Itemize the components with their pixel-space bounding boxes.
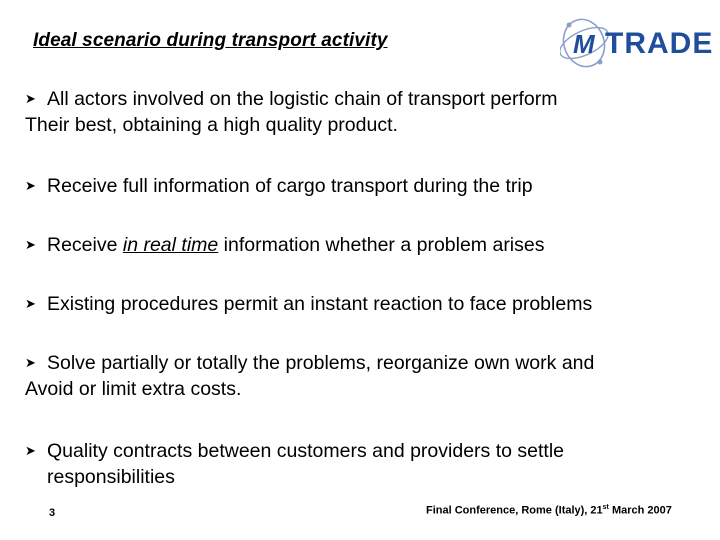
arrow-bullet-icon: ➤	[25, 443, 36, 458]
bullet-full-info: ➤ Receive full information of cargo transport during the trip	[25, 175, 533, 197]
bullet-procedures: ➤ Existing procedures permit an instant reaction to face problems	[25, 293, 593, 315]
page-number: 3	[49, 507, 56, 519]
arrow-bullet-icon: ➤	[25, 296, 36, 311]
arrow-bullet-icon: ➤	[25, 355, 36, 370]
logo-m-letter: M	[573, 29, 595, 59]
bullet-actors: ➤ All actors involved on the logistic chain of transport perform Their best, obtaining a high quality product.	[25, 88, 558, 136]
bullet-solve: ➤ Solve partially or totally the problems, reorganize own work and Avoid or limit extra costs.	[25, 352, 595, 400]
bullet-real-time: ➤ Receive in real time information whether a problem arises	[25, 234, 545, 256]
logo-text: TRADE	[605, 27, 714, 60]
arrow-bullet-icon: ➤	[25, 237, 36, 252]
arrow-bullet-icon: ➤	[25, 91, 36, 106]
arrow-bullet-icon: ➤	[25, 178, 36, 193]
conference-footer: Final Conference, Rome (Italy), 21st March 2007	[426, 504, 672, 517]
slide-title: Ideal scenario during transport activity	[33, 30, 388, 51]
m-trade-logo	[560, 10, 720, 72]
bullet-contracts: ➤ Quality contracts between customers and providers to settle responsibilities	[25, 440, 564, 488]
